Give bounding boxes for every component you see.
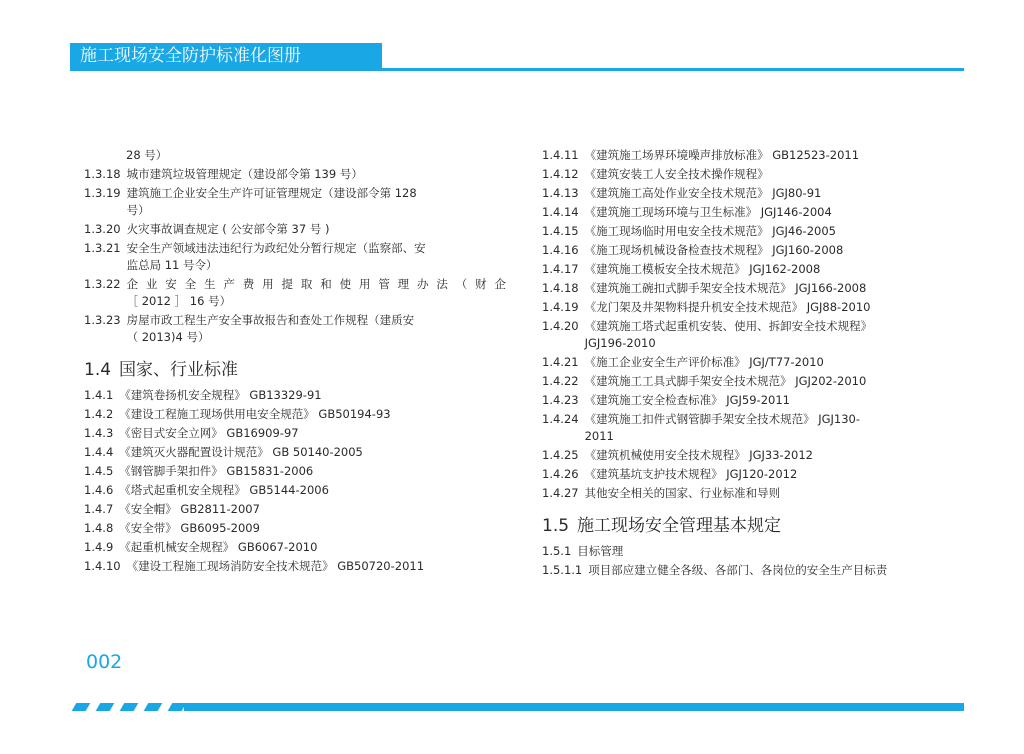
- list-item: [542, 410, 964, 446]
- item-text: [585, 260, 964, 279]
- item-text-line: 《施工现场机械设备检查技术规程》 JGJ160-2008: [584, 243, 844, 257]
- list-item: [84, 220, 506, 239]
- item-text-line: 《建筑机械使用安全技术规程》 JGJ33-2012: [584, 448, 813, 462]
- item-text: [585, 279, 964, 298]
- item-text-line: 《建筑卷扬机安全规程》 GB13329-91: [119, 388, 322, 402]
- right-top-list: [542, 146, 964, 503]
- item-text: [585, 446, 964, 465]
- list-item: [84, 405, 506, 424]
- footer-bar: [184, 703, 964, 711]
- item-text-line: 安全生产领域违法违纪行为政纪处分暂行规定（监察部、安: [126, 241, 426, 255]
- item-text-continuation: 2011: [584, 429, 614, 443]
- item-text-line: 房屋市政工程生产安全事故报告和查处工作规程（建质安: [126, 313, 415, 327]
- list-item: [542, 317, 964, 353]
- item-text: [119, 519, 506, 538]
- item-number: 1.4.15: [542, 224, 579, 238]
- footer-stripe: [70, 703, 964, 711]
- item-number: 1.3.23: [84, 313, 121, 327]
- item-number: 1.4.22: [542, 374, 579, 388]
- item-text-line: 《建筑基坑支护技术规程》 JGJ120-2012: [584, 467, 798, 481]
- item-text: [127, 220, 506, 239]
- item-number: 1.3.19: [84, 186, 121, 200]
- list-item: [542, 146, 964, 165]
- list-item: [542, 184, 964, 203]
- item-number: 1.4.25: [542, 448, 579, 462]
- item-number: 1.4.13: [542, 186, 579, 200]
- item-text-line: 28 号）: [126, 148, 168, 162]
- header-title: 施工现场安全防护标准化图册: [70, 43, 382, 70]
- item-number: 1.4.18: [542, 281, 579, 295]
- item-text-line: 《建筑施工场界环境噪声排放标准》 GB12523-2011: [584, 148, 860, 162]
- list-item: [542, 465, 964, 484]
- item-text: [119, 500, 506, 519]
- section-number: 1.5: [542, 516, 570, 536]
- section-heading-1-5: [542, 515, 964, 537]
- list-item: [542, 260, 964, 279]
- item-text-line: 目标管理: [577, 544, 624, 558]
- item-text: [119, 443, 506, 462]
- item-text-line: 《起重机械安全规程》 GB6067-2010: [119, 540, 318, 554]
- list-item: [84, 500, 506, 519]
- item-text-line: 《施工现场临时用电安全技术规范》 JGJ46-2005: [584, 224, 836, 238]
- item-text: [585, 410, 964, 446]
- item-text: [119, 481, 506, 500]
- item-text: [127, 275, 506, 311]
- item-number: 1.4.1: [84, 388, 114, 402]
- item-text: [585, 298, 964, 317]
- item-text: [119, 405, 506, 424]
- item-text: [577, 542, 964, 561]
- item-text: [127, 557, 506, 576]
- item-number: 1.3.20: [84, 222, 121, 236]
- footer-dash: [72, 703, 91, 711]
- list-item: [84, 481, 506, 500]
- section-heading-1-4: [84, 359, 506, 381]
- item-text-line: 《建筑施工工具式脚手架安全技术规范》 JGJ202-2010: [584, 374, 867, 388]
- item-text: [119, 462, 506, 481]
- item-text-line: 《建筑施工碗扣式脚手架安全技术规范》 JGJ166-2008: [584, 281, 867, 295]
- item-number: 1.4.11: [542, 148, 579, 162]
- list-item: [542, 203, 964, 222]
- list-item: [542, 279, 964, 298]
- list-item: [84, 146, 506, 165]
- section-title: 国家、行业标准: [119, 360, 239, 380]
- item-number: 1.4.12: [542, 167, 579, 181]
- list-item: [84, 443, 506, 462]
- list-item: [542, 222, 964, 241]
- item-text-line: 《建筑施工现场环境与卫生标准》 JGJ146-2004: [584, 205, 832, 219]
- item-number: 1.4.14: [542, 205, 579, 219]
- item-text-line: 《安全带》 GB6095-2009: [119, 521, 260, 535]
- item-text-continuation: JGJ196-2010: [584, 336, 656, 350]
- item-number: 1.4.19: [542, 300, 579, 314]
- item-number: 1.4.10: [84, 559, 121, 573]
- left-column: [84, 146, 506, 576]
- list-item: [84, 557, 506, 576]
- footer-dash: [144, 703, 163, 711]
- item-text-line: 《塔式起重机安全规程》 GB5144-2006: [119, 483, 329, 497]
- item-number: 1.4.2: [84, 407, 114, 421]
- list-item: [542, 391, 964, 410]
- list-item: [542, 353, 964, 372]
- item-text-line: 火灾事故调查规定 ( 公安部令第 37 号 ): [126, 222, 330, 236]
- item-text: [585, 184, 964, 203]
- item-text-line: 《建筑施工扣件式钢管脚手架安全技术规范》 JGJ130-: [584, 412, 861, 426]
- section-number: 1.4: [84, 360, 112, 380]
- item-text-line: 项目部应建立健全各级、各部门、各岗位的安全生产目标责: [588, 563, 888, 577]
- list-item: [84, 311, 506, 347]
- item-text: [585, 353, 964, 372]
- item-number: 1.4.6: [84, 483, 114, 497]
- item-number: 1.4.7: [84, 502, 114, 516]
- item-number: 1.4.4: [84, 445, 114, 459]
- item-text: [127, 311, 506, 347]
- section-title: 施工现场安全管理基本规定: [577, 516, 782, 536]
- list-item: [84, 424, 506, 443]
- item-text-line: 《密目式安全立网》 GB16909-97: [119, 426, 299, 440]
- item-text-line: 《建筑施工模板安全技术规范》 JGJ162-2008: [584, 262, 821, 276]
- item-number: 1.3.21: [84, 241, 121, 255]
- item-number: 1.4.17: [542, 262, 579, 276]
- list-item: [84, 386, 506, 405]
- item-text-line: 企 业 安 全 生 产 费 用 提 取 和 使 用 管 理 办 法 （ 财 企: [126, 277, 506, 291]
- item-number: 1.4.8: [84, 521, 114, 535]
- list-item: [84, 165, 506, 184]
- list-item: [542, 372, 964, 391]
- item-text: [585, 372, 964, 391]
- list-item: [542, 542, 964, 561]
- item-number: 1.5.1.1: [542, 563, 583, 577]
- item-number: 1.4.26: [542, 467, 579, 481]
- list-item: [542, 561, 964, 580]
- item-number: 1.5.1: [542, 544, 572, 558]
- item-text-continuation: ［ 2012 ］ 16 号）: [126, 294, 232, 308]
- page-number: 002: [86, 651, 123, 673]
- item-text-continuation: 号）: [126, 203, 150, 217]
- item-text-line: 《建设工程施工现场消防安全技术规范》 GB50720-2011: [126, 559, 425, 573]
- footer-dash: [96, 703, 115, 711]
- item-text: [126, 146, 506, 165]
- item-number: 1.4.24: [542, 412, 579, 426]
- item-text: [585, 203, 964, 222]
- item-number: 1.4.27: [542, 486, 579, 500]
- item-text-line: 建筑施工企业安全生产许可证管理规定（建设部令第 128: [126, 186, 417, 200]
- item-number: 1.4.21: [542, 355, 579, 369]
- item-text-line: 《施工企业安全生产评价标准》 JGJ/T77-2010: [584, 355, 824, 369]
- item-text: [119, 424, 506, 443]
- item-text: [585, 241, 964, 260]
- item-number: 1.4.5: [84, 464, 114, 478]
- item-text: [119, 386, 506, 405]
- list-item: [84, 239, 506, 275]
- list-item: [84, 462, 506, 481]
- item-text: [585, 391, 964, 410]
- item-number: 1.4.16: [542, 243, 579, 257]
- item-text-line: 《建设工程施工现场供用电安全规范》 GB50194-93: [119, 407, 391, 421]
- item-text-line: 《建筑安装工人安全技术操作规程》: [584, 167, 769, 181]
- item-text: [585, 465, 964, 484]
- item-text-line: 《建筑灭火器配置设计规范》 GB 50140-2005: [119, 445, 363, 459]
- list-item: [542, 298, 964, 317]
- list-item: [84, 184, 506, 220]
- item-number: 1.4.3: [84, 426, 114, 440]
- item-text-line: 《安全帽》 GB2811-2007: [119, 502, 260, 516]
- item-text-line: 《建筑施工高处作业安全技术规范》 JGJ80-91: [584, 186, 822, 200]
- item-text: [585, 146, 964, 165]
- item-text: [585, 165, 964, 184]
- list-item: [84, 275, 506, 311]
- item-number: 1.4.9: [84, 540, 114, 554]
- right-section-list: [542, 542, 964, 580]
- left-section-list: [84, 386, 506, 576]
- item-text: [585, 222, 964, 241]
- item-number: 1.3.22: [84, 277, 121, 291]
- item-text: [585, 317, 964, 353]
- item-number: 1.3.18: [84, 167, 121, 181]
- item-text: [119, 538, 506, 557]
- list-item: [542, 446, 964, 465]
- list-item: [84, 519, 506, 538]
- item-text-line: 其他安全相关的国家、行业标准和导则: [584, 486, 781, 500]
- item-text-continuation: （ 2013)4 号）: [126, 330, 210, 344]
- right-column: [542, 146, 964, 580]
- item-text-line: 《建筑施工安全检查标准》 JGJ59-2011: [584, 393, 790, 407]
- item-text: [127, 239, 506, 275]
- footer-dash: [120, 703, 139, 711]
- item-number: 1.4.23: [542, 393, 579, 407]
- list-item: [542, 484, 964, 503]
- item-number: 1.4.20: [542, 319, 579, 333]
- item-text: [588, 561, 964, 580]
- item-text: [127, 165, 506, 184]
- header-rule: [70, 68, 964, 71]
- left-top-list: [84, 146, 506, 347]
- item-text-line: 《龙门架及井架物料提升机安全技术规范》 JGJ88-2010: [584, 300, 871, 314]
- list-item: [542, 241, 964, 260]
- item-text: [127, 184, 506, 220]
- list-item: [84, 538, 506, 557]
- item-text-line: 《建筑施工塔式起重机安装、使用、拆卸安全技术规程》: [584, 319, 873, 333]
- list-item: [542, 165, 964, 184]
- item-text-line: 城市建筑垃圾管理规定（建设部令第 139 号）: [126, 167, 363, 181]
- item-text-line: 《钢管脚手架扣件》 GB15831-2006: [119, 464, 314, 478]
- item-text: [585, 484, 964, 503]
- item-text-continuation: 监总局 11 号令）: [126, 258, 218, 272]
